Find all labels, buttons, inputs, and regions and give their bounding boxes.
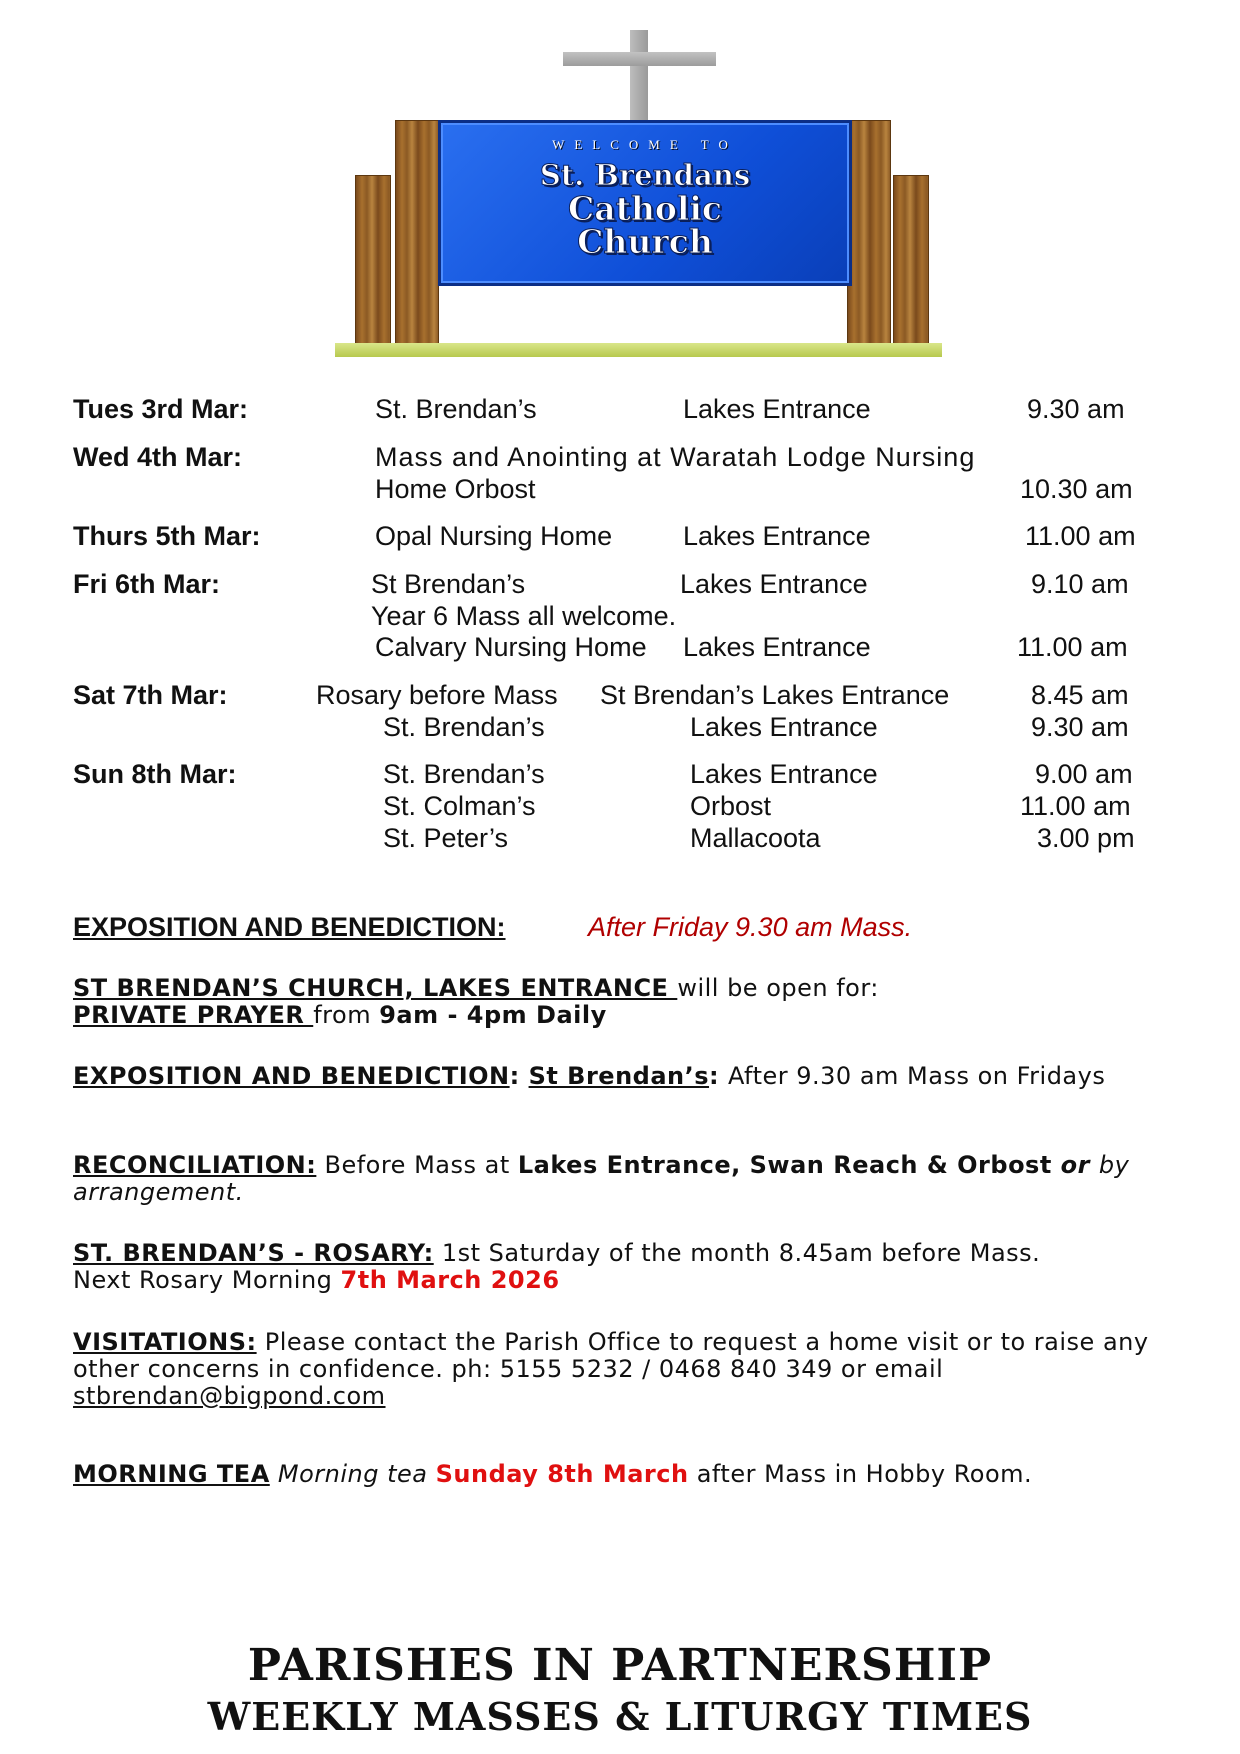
- church-heading: ST BRENDAN’S CHURCH, LAKES ENTRANCE: [73, 974, 678, 1002]
- schedule-note: Year 6 Mass all welcome.: [371, 601, 677, 631]
- exposition-heading: EXPOSITION AND BENEDICTION:: [73, 912, 506, 942]
- schedule-town: Lakes Entrance: [680, 569, 868, 599]
- schedule-town: Lakes Entrance: [690, 759, 878, 789]
- church-open-notice: [73, 975, 1153, 1029]
- schedule-time: 8.45 am: [1031, 680, 1129, 710]
- schedule-place: St Brendan’s: [371, 569, 526, 599]
- reconciliation-arrangement: by arrangement.: [73, 1151, 1130, 1206]
- exposition2-place: St Brendan’s: [528, 1062, 710, 1090]
- schedule-town: St Brendan’s Lakes Entrance: [600, 680, 950, 710]
- footer-subtitle: WEEKLY MASSES & LITURGY TIMES: [207, 1694, 1033, 1739]
- schedule-town: Lakes Entrance: [683, 521, 871, 551]
- footer-title: PARISHES IN PARTNERSHIP: [247, 1640, 993, 1691]
- schedule-place: St. Brendan’s: [383, 712, 545, 742]
- schedule-day: Sat 7th Mar:: [73, 680, 228, 710]
- private-prayer-heading: PRIVATE PRAYER: [73, 1001, 314, 1029]
- schedule-town: Lakes Entrance: [683, 632, 871, 662]
- exposition-notice: [73, 1063, 1153, 1090]
- schedule-time: 9.30 am: [1027, 394, 1125, 424]
- rosary-next: Next Rosary Morning: [73, 1266, 341, 1294]
- schedule-place: Mass and Anointing at Waratah Lodge Nursing: [375, 442, 976, 472]
- schedule-place: Home Orbost: [375, 474, 536, 504]
- visitations-notice: [73, 1329, 1153, 1410]
- email-link[interactable]: stbrendan@bigpond.com: [73, 1382, 386, 1410]
- visitations-heading: VISITATIONS:: [73, 1328, 257, 1356]
- schedule-time: 3.00 pm: [1037, 823, 1135, 853]
- reconciliation-or: or: [1051, 1151, 1099, 1179]
- sign-line-3: Church: [577, 222, 713, 261]
- exposition2-colon: :: [709, 1062, 728, 1090]
- prayer-from: from: [313, 1001, 380, 1029]
- sign-line-2: Catholic: [567, 189, 723, 228]
- schedule-time: 11.00 am: [1020, 791, 1131, 821]
- schedule-time: 9.10 am: [1031, 569, 1129, 599]
- schedule-time: 10.30 am: [1020, 474, 1133, 504]
- morning-tea-italic: Morning tea: [269, 1460, 436, 1488]
- reconciliation-heading: RECONCILIATION:: [73, 1151, 317, 1179]
- morning-tea-notice: [73, 1461, 1153, 1488]
- schedule-place: St. Peter’s: [383, 823, 509, 853]
- schedule-day: Sun 8th Mar:: [73, 759, 237, 789]
- schedule-time: 9.30 am: [1031, 712, 1129, 742]
- church-text: will be open for:: [677, 974, 879, 1002]
- schedule-day: Tues 3rd Mar:: [73, 394, 249, 424]
- morning-tea-heading: MORNING TEA: [73, 1460, 270, 1488]
- exposition2-text: After 9.30 am Mass on Fridays: [727, 1062, 1106, 1090]
- rosary-text: 1st Saturday of the month 8.45am before Mass.: [433, 1239, 1041, 1267]
- schedule-town: Lakes Entrance: [683, 394, 871, 424]
- schedule-town: Mallacoota: [690, 823, 821, 853]
- visitations-text: Please contact the Parish Office to request a home visit or to raise any other concerns in confidence. ph: 5155 5232 / 0468 840 349 or email: [73, 1328, 1149, 1383]
- rosary-notice: [73, 1240, 1153, 1294]
- exposition2-colon: :: [509, 1062, 529, 1090]
- reconciliation-places: Lakes Entrance, Swan Reach & Orbost: [517, 1151, 1052, 1179]
- sign-welcome: WELCOME TO: [552, 137, 738, 152]
- schedule-time: 11.00 am: [1017, 632, 1128, 662]
- morning-tea-date: Sunday 8th March: [435, 1460, 689, 1488]
- schedule-town: Lakes Entrance: [690, 712, 878, 742]
- schedule-day: Wed 4th Mar:: [73, 442, 243, 472]
- schedule-time: 9.00 am: [1035, 759, 1133, 789]
- sign-line-1: St. Brendans: [539, 158, 751, 192]
- rosary-date: 7th March 2026: [340, 1266, 560, 1294]
- schedule-day: Thurs 5th Mar:: [73, 521, 261, 551]
- rosary-heading: ST. BRENDAN’S - ROSARY:: [73, 1239, 434, 1267]
- prayer-hours: 9am - 4pm Daily: [379, 1001, 607, 1029]
- reconciliation-text: Before Mass at: [316, 1151, 518, 1179]
- schedule-place: Calvary Nursing Home: [375, 632, 647, 662]
- schedule-place: St. Brendan’s: [375, 394, 537, 424]
- schedule-place: St. Brendan’s: [383, 759, 545, 789]
- schedule-place: Opal Nursing Home: [375, 521, 613, 551]
- reconciliation-notice: [73, 1152, 1153, 1206]
- schedule-day: Fri 6th Mar:: [73, 569, 221, 599]
- morning-tea-text: after Mass in Hobby Room.: [688, 1460, 1033, 1488]
- schedule-place: Rosary before Mass: [316, 680, 558, 710]
- exposition2-heading: EXPOSITION AND BENEDICTION: [73, 1062, 510, 1090]
- exposition-note: After Friday 9.30 am Mass.: [588, 912, 913, 942]
- schedule-place: St. Colman’s: [383, 791, 536, 821]
- schedule-time: 11.00 am: [1025, 521, 1136, 551]
- schedule-town: Orbost: [690, 791, 772, 821]
